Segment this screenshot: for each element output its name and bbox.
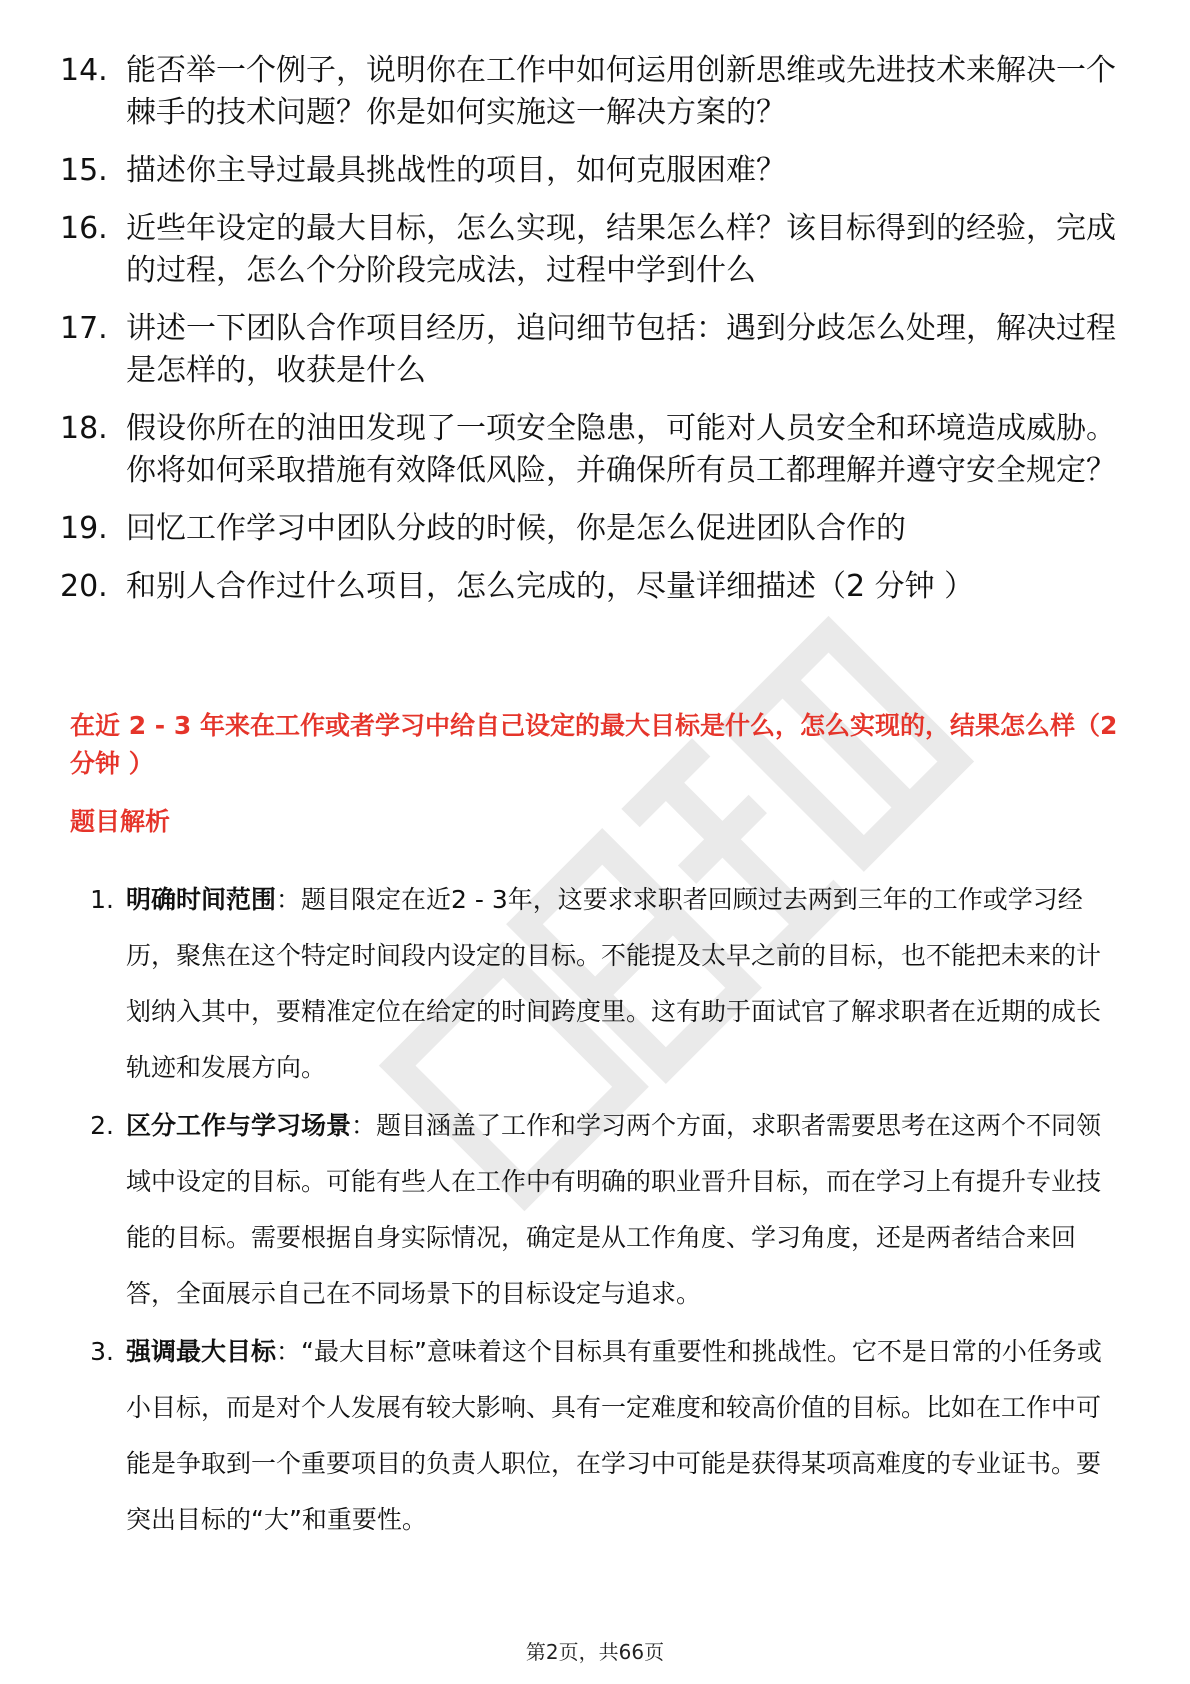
analysis-item-heading: 区分工作与学习场景 [126,1111,352,1140]
question-list [60,50,1120,624]
question-number: 17. [60,311,108,346]
analysis-item-text: 题目涵盖了工作和学习两个方面，求职者需要思考在这两个不同领域中设定的目标。可能有些人在工作中有明确的职业晋升目标，而在学习上有提升专业技能的目标。需要根据自身实际情况，确定是从工作角度、学习角度，还是两者结合来回答，全面展示自己在不同场景下的目标设定与追求。 [126,1111,1102,1308]
analysis-item-text: “最大目标”意味着这个目标具有重要性和挑战性。它不是日常的小任务或小目标，而是对个人发展有较大影响、具有一定难度和较高价值的目标。比如在工作中可能是争取到一个重要项目的负责人职位，在学习中可能是获得某项高难度的专业证书。要突出目标的“大”和重要性。 [126,1337,1102,1534]
question-text: 回忆工作学习中团队分歧的时候，你是怎么促进团队合作的 [126,511,906,546]
analysis-item [70,1324,1120,1548]
question-number: 19. [60,511,108,546]
question-text: 假设你所在的油田发现了一项安全隐患，可能对人员安全和环境造成威胁。你将如何采取措施有效降低风险，并确保所有员工都理解并遵守安全规定？ [126,411,1116,488]
question-number: 18. [60,411,108,446]
question-item [60,150,1120,192]
analysis-separator: ： [276,1337,302,1366]
analysis-item [70,872,1120,1096]
analysis-item [70,1098,1120,1322]
page-footer: 第2页，共66页 [525,1640,665,1664]
question-number: 14. [60,53,108,88]
analysis-body [126,872,1120,1096]
question-text: 讲述一下团队合作项目经历，追问细节包括：遇到分歧怎么处理，解决过程是怎样的，收获是什么 [126,311,1116,388]
question-item [60,508,1120,550]
question-text: 和别人合作过什么项目，怎么完成的，尽量详细描述（2 分钟 ） [126,569,975,604]
question-number: 20. [60,569,108,604]
analysis-heading: 题目解析 [70,807,171,836]
question-item [60,50,1120,134]
analysis-number: 3. [90,1337,114,1366]
highlight-question: 在近 2 - 3 年来在工作或者学习中给自己设定的最大目标是什么，怎么实现的，结果怎么样（2 分钟 ） [70,711,1118,778]
question-item [60,408,1120,492]
question-text: 描述你主导过最具挑战性的项目，如何克服困难？ [126,153,786,188]
analysis-number: 2. [90,1111,114,1140]
question-text: 近些年设定的最大目标，怎么实现，结果怎么样？该目标得到的经验，完成的过程，怎么个分阶段完成法，过程中学到什么 [126,211,1116,288]
analysis-body [126,1324,1120,1548]
analysis-separator: ： [351,1111,377,1140]
analysis-item-heading: 强调最大目标 [126,1337,277,1366]
analysis-number: 1. [90,885,114,914]
question-text: 能否举一个例子，说明你在工作中如何运用创新思维或先进技术来解决一个棘手的技术问题？你是如何实施这一解决方案的？ [126,53,1116,130]
question-item [60,208,1120,292]
question-item [60,566,1120,608]
question-number: 15. [60,153,108,188]
question-number: 16. [60,211,108,246]
analysis-body [126,1098,1120,1322]
question-item [60,308,1120,392]
analysis-separator: ： [276,885,302,914]
analysis-item-text: 题目限定在近2 - 3年，这要求求职者回顾过去两到三年的工作或学习经历，聚焦在这个特定时间段内设定的目标。不能提及太早之前的目标，也不能把未来的计划纳入其中，要精准定位在给定的时间跨度里。这有助于面试官了解求职者在近期的成长轨迹和发展方向。 [126,885,1102,1082]
analysis-list [70,872,1120,1550]
analysis-item-heading: 明确时间范围 [126,885,277,914]
